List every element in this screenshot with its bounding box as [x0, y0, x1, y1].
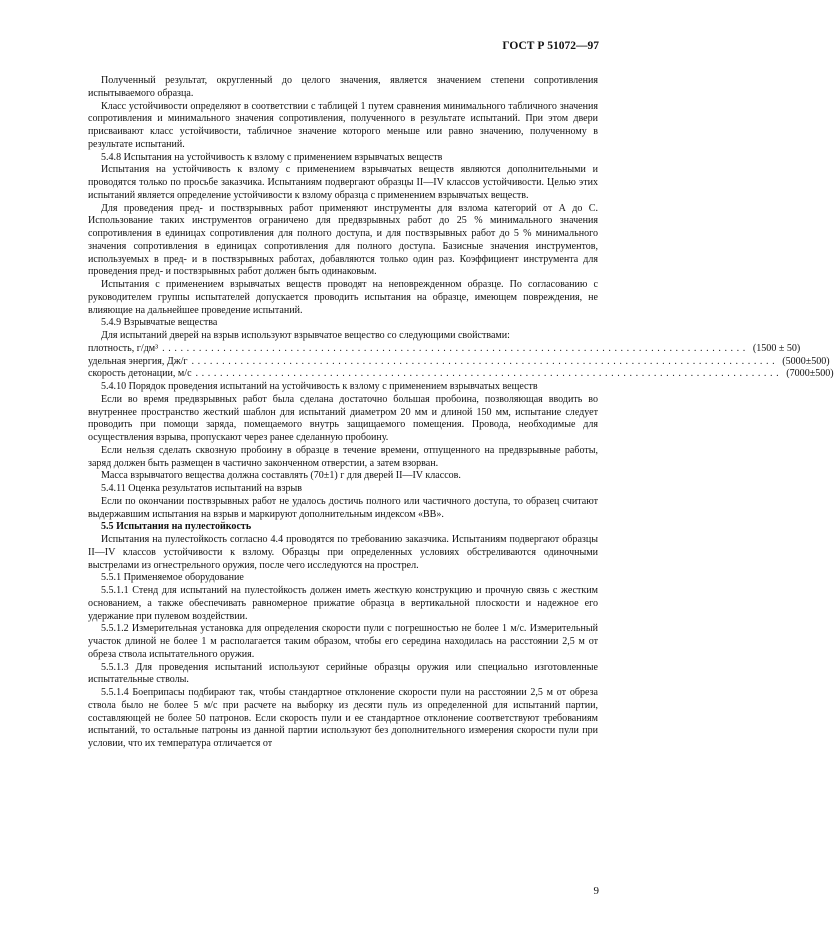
- paragraph: Полученный результат, округленный до целого значения, является значением степени сопротивления испытываемого образца.: [88, 75, 598, 99]
- property-label: скорость детонации, м/с: [88, 368, 192, 380]
- paragraph: 5.5.1.2 Измерительная установка для определения скорости пули с погрешностью не более 1 м/с. Измерительный участок длиной не более 1 м располагается таким образом, чтобы его середина находилась на расстоянии 2,5 м от обреза ствола испытательного оружия.: [88, 623, 598, 660]
- document-header: ГОСТ Р 51072—97: [502, 40, 599, 52]
- leader-dots: ................................................................................................: [195, 368, 783, 380]
- paragraph: 5.5.1.4 Боеприпасы подбирают так, чтобы стандартное отклонение скорости пули на расстоянии 2,5 м от обреза ствола было не более 5 м/с при расчете на выборку из десяти пуль из определенной для испытаний партии, составляющей не более 50 патронов. Если скорость пули и ее стандартное отклонение соответствуют требованиям испытаний, то остальные патроны из данной партии используют без дополнительного измерения скорости пули при условии, что их температура отличается от: [88, 687, 598, 749]
- section-heading: 5.4.9 Взрывчатые вещества: [101, 317, 218, 329]
- paragraph: 5.5.1.3 Для проведения испытаний используют серийные образцы оружия или специально изготовленные испытательные стволы.: [88, 661, 598, 686]
- property-row: [88, 342, 801, 356]
- section-heading: 5.4.8 Испытания на устойчивость к взлому с применением взрывчатых веществ: [101, 151, 443, 163]
- page-number: 9: [593, 885, 599, 897]
- paragraph: Если во время предвзрывных работ была сделана достаточно большая пробоина, позволяющая вводить во внутреннее пространство жесткий шаблон для испытаний диаметром 20 мм и длиной 150 мм, испытание следует проводить при помощи заряда, помещаемого внутрь защищаемого помещения. Провода, необходимые для осуществления взрыва, пропускают через ранее сделанную пробоину.: [88, 393, 598, 443]
- paragraph: Для испытаний дверей на взрыв используют взрывчатое вещество со следующими свойствами:: [101, 330, 510, 341]
- property-row: [88, 368, 834, 381]
- property-row: [88, 355, 830, 369]
- property-value: (7000±500): [786, 368, 834, 380]
- paragraph: Если по окончании поствзрывных работ не удалось достичь полного или частичного доступа, то образец считают выдержавшим испытания на взрыв и маркируют дополнительным индексом «ВВ».: [88, 495, 598, 520]
- paragraph: Для проведения пред- и поствзрывных работ применяют инструменты для взлома категорий от А до С. Использование таких инструментов ограничено для предвзрывных работ до 25 % минимального значения сопротивления в единицах сопротивления для полного доступа, и для поствзрывных работ до 5 % минимального значения сопротивления в единицах сопротивления для полного доступа. Базисные значения инструментов, используемых в пред- и в поствзрывных работах, добавляются только один раз. Коэффициент инструмента для проведения пред- и поствзрывных работ должен быть одинаковым.: [88, 202, 598, 278]
- paragraph: Масса взрывчатого вещества должна составлять (70±1) г для дверей II—IV классов.: [101, 470, 461, 482]
- section-heading: 5.4.10 Порядок проведения испытаний на устойчивость к взлому с применением взрывчатых веществ: [101, 381, 538, 392]
- leader-dots: ................................................................................................: [162, 342, 749, 354]
- paragraph: Испытания на устойчивость к взлому с применением взрывчатых веществ являются дополнительными и проводятся только по просьбе заказчика. Испытаниям подвергают образцы II—IV классов устойчивости. Целью этих испытаний является определение устойчивости к взлому образца с применением взрывчатых веществ.: [88, 164, 598, 201]
- leader-dots: ................................................................................................: [191, 355, 779, 367]
- paragraph: Испытания с применением взрывчатых веществ проводят на неповрежденном образце. По согласованию с руководителем группы испытателей допускается проводить испытания на образце, имеющем повреждения, не влияющие на дальнейшее проведение испытаний.: [88, 279, 598, 316]
- paragraph: Испытания на пулестойкость согласно 4.4 проводятся по требованию заказчика. Испытаниям подвергают образцы II—IV классов устойчивости к взлому. Образцы при определенных условиях обстреливаются одиночными выстрелами из огнестрельного оружия, после чего исследуются на прострел.: [88, 534, 598, 571]
- property-value: (5000±500): [782, 355, 830, 367]
- section-heading: 5.4.11 Оценка результатов испытаний на взрыв: [101, 483, 302, 494]
- section-heading: 5.5.1 Применяемое оборудование: [101, 572, 244, 584]
- property-label: плотность, г/дм³: [88, 342, 159, 354]
- paragraph: 5.5.1.1 Стенд для испытаний на пулестойкость должен иметь жесткую конструкцию и прочную связь с жестким основанием, а также обеспечивать равномерное прижатие образца в вертикальной плоскости и надежное его удержание при пулевом воздействии.: [88, 585, 598, 622]
- property-value: (1500 ± 50): [752, 342, 801, 354]
- paragraph: Класс устойчивости определяют в соответствии с таблицей 1 путем сравнения минимального табличного значения сопротивления и минимального значения сопротивления, полученного в результате испытаний. При этом двери присваивают класс устойчивости, табличное значение которого меньше или равно значению, полученному в результате испытаний.: [88, 100, 598, 150]
- property-label: удельная энергия, Дж/г: [88, 355, 188, 367]
- document-body: [88, 75, 834, 751]
- section-title: 5.5 Испытания на пулестойкость: [101, 521, 252, 533]
- paragraph: Если нельзя сделать сквозную пробоину в образце в течение времени, отпущенного на предвзрывные работы, заряд должен быть размещен в частично законченном отверстии, а затем взорван.: [88, 444, 598, 469]
